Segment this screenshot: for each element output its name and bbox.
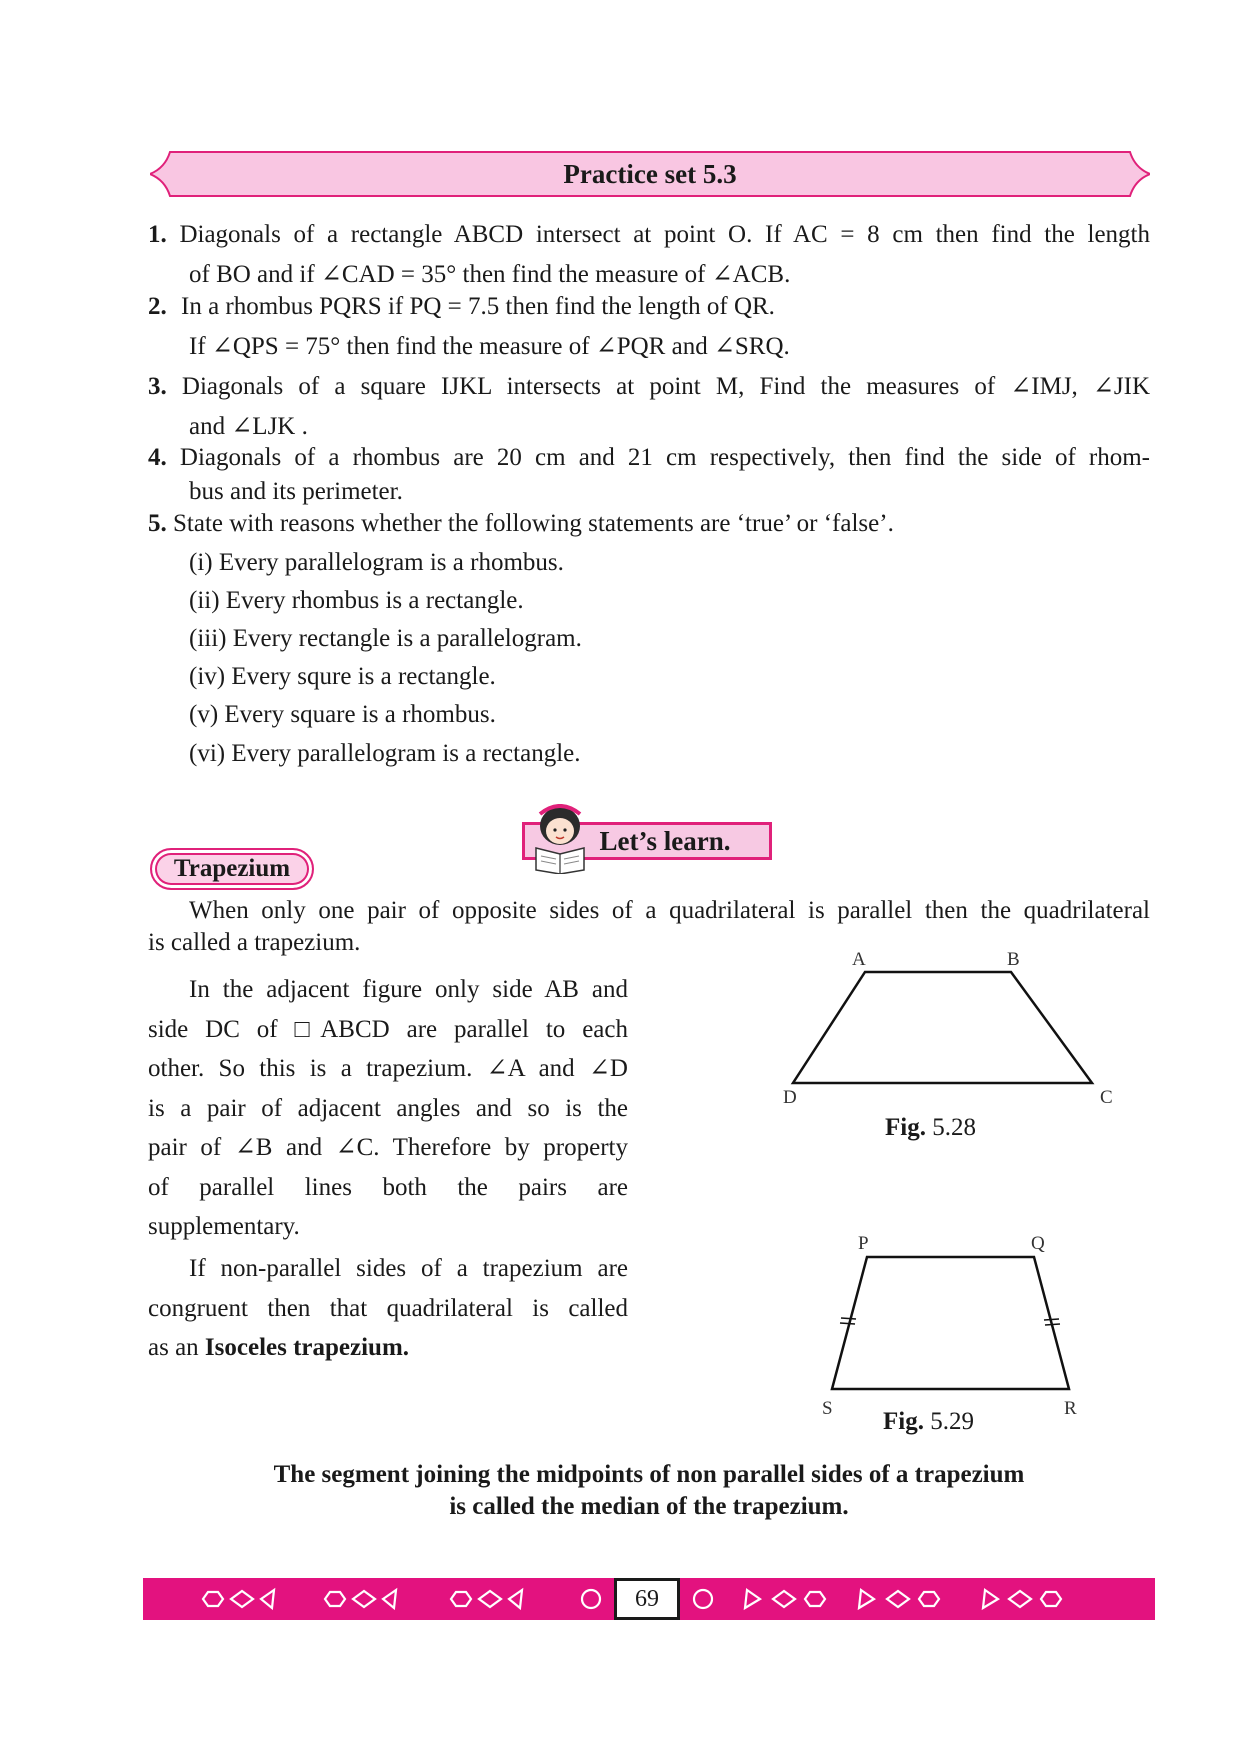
figure-5-29-isosceles-trapezium [810, 1230, 1090, 1430]
hexagon-icon [451, 1592, 471, 1606]
lets-learn-label: Let’s learn. [599, 826, 731, 856]
question-text: Diagonals of a rectangle ABCD intersect at point O. If AC = 8 cm then find the length [179, 221, 1150, 248]
trapezium-abcd [793, 972, 1092, 1083]
diamond-icon [887, 1591, 909, 1607]
practice-set-title: Practice set 5.3 [563, 159, 737, 189]
question-text: Diagonals of a rhombus are 20 cm and 21 cm respectively, then find the side of rhom- [179, 444, 1151, 471]
triangle-right-icon [859, 1590, 874, 1608]
median-definition-line-1: The segment joining the midpoints of non parallel sides of a trapezium [273, 1461, 1025, 1488]
statement-item: (v) Every square is a rhombus. [189, 701, 496, 728]
question-2-line-1 [148, 290, 1150, 324]
question-number: 1. [148, 221, 167, 248]
hexagon-icon [919, 1592, 939, 1606]
question-3-line-1 [148, 370, 1150, 404]
hexagon-icon [1041, 1592, 1061, 1606]
question-number: 4. [148, 444, 167, 471]
question-4-line-2: bus and its perimeter. [189, 478, 403, 505]
paragraph-line: supplementary. [148, 1213, 300, 1240]
median-definition-line-2: is called the median of the trapezium. [449, 1493, 849, 1520]
question-4-line-1 [148, 441, 1150, 475]
caption-prefix: Fig. [885, 1114, 926, 1141]
hexagon-icon [325, 1592, 345, 1606]
statement-item: (ii) Every rhombus is a rectangle. [189, 587, 524, 614]
question-text: State with reasons whether the following statements are ‘true’ or ‘false’. [173, 510, 894, 537]
question-text: In a rhombus PQRS if PQ = 7.5 then find the length of QR. [181, 293, 775, 320]
page-number: 69 [614, 1578, 680, 1620]
paragraph-line [148, 1328, 628, 1368]
caption-number: 5.29 [930, 1408, 974, 1435]
definition-line-1: When only one pair of opposite sides of a quadrilateral is parallel then the quadrilateral [189, 897, 1150, 924]
question-3-line-2: and ∠LJK . [189, 413, 308, 440]
figure-5-28-trapezium [770, 940, 1130, 1120]
vertex-label-d: D [783, 1087, 797, 1108]
statement-item: (vi) Every parallelogram is a rectangle. [189, 740, 581, 767]
vertex-label-q: Q [1031, 1233, 1045, 1254]
statement-item: (i) Every parallelogram is a rhombus. [189, 549, 564, 576]
triangle-left-icon [261, 1590, 274, 1608]
definition-line-2: is called a trapezium. [148, 929, 361, 956]
question-number: 2. [148, 293, 167, 320]
paragraph-text: as an [148, 1334, 205, 1361]
figure-5-28-caption [885, 1111, 976, 1145]
figure-5-29-caption [883, 1405, 974, 1439]
question-number: 5. [148, 510, 167, 537]
paragraph-line: pair of ∠B and ∠C. Therefore by property [148, 1134, 628, 1161]
vertex-label-p: P [858, 1233, 869, 1254]
question-number: 3. [148, 373, 167, 400]
triangle-left-icon [383, 1590, 396, 1608]
diamond-icon [479, 1591, 501, 1607]
trapezium-tag: Trapezium [150, 848, 314, 890]
paragraph-line: of parallel lines both the pairs are [148, 1173, 628, 1201]
statement-item: (iv) Every squre is a rectangle. [189, 663, 496, 690]
circle-icon [582, 1590, 600, 1608]
question-2-line-2: If ∠QPS = 75° then find the measure of ∠PQR and ∠SRQ. [189, 333, 790, 360]
paragraph-line: side DC of □ABCD are parallel to each [148, 1015, 628, 1043]
paragraph-line: is a pair of adjacent angles and so is the [148, 1094, 628, 1122]
diamond-icon [1009, 1591, 1031, 1607]
vertex-label-s: S [822, 1398, 833, 1419]
paragraph-line: other. So this is a trapezium. ∠A and ∠D [148, 1055, 628, 1082]
paragraph-line: In the adjacent figure only side AB and [189, 976, 628, 1003]
isosceles-explanation [148, 1249, 628, 1368]
triangle-right-icon [745, 1590, 760, 1608]
question-1-line-1 [148, 218, 1150, 252]
practice-set-banner [150, 150, 1150, 198]
paragraph-line: If non-parallel sides of a trapezium are [189, 1255, 628, 1282]
vertex-label-a: A [852, 949, 866, 970]
hexagon-icon [805, 1592, 825, 1606]
question-1-line-2: of BO and if ∠CAD = 35° then find the measure of ∠ACB. [189, 261, 791, 288]
diamond-icon [353, 1591, 375, 1607]
diamond-icon [231, 1591, 253, 1607]
triangle-left-icon [509, 1590, 522, 1608]
vertex-label-b: B [1007, 949, 1020, 970]
diamond-icon [773, 1591, 795, 1607]
paragraph-line: congruent then that quadrilateral is called [148, 1294, 628, 1322]
caption-number: 5.28 [932, 1114, 976, 1141]
question-text: Diagonals of a square IJKL intersects at point M, Find the measures of ∠IMJ, ∠JIK [181, 373, 1150, 400]
triangle-right-icon [983, 1590, 998, 1608]
circle-icon [694, 1590, 712, 1608]
vertex-label-r: R [1064, 1398, 1077, 1419]
caption-prefix: Fig. [883, 1408, 924, 1435]
trapezium-explanation [148, 970, 628, 1247]
trapezium-pqrs [832, 1257, 1069, 1389]
statement-item: (iii) Every rectangle is a parallelogram. [189, 625, 582, 652]
isosceles-term: Isoceles trapezium. [204, 1334, 410, 1361]
hexagon-icon [203, 1592, 223, 1606]
question-5 [148, 507, 1150, 541]
vertex-label-c: C [1100, 1087, 1113, 1108]
